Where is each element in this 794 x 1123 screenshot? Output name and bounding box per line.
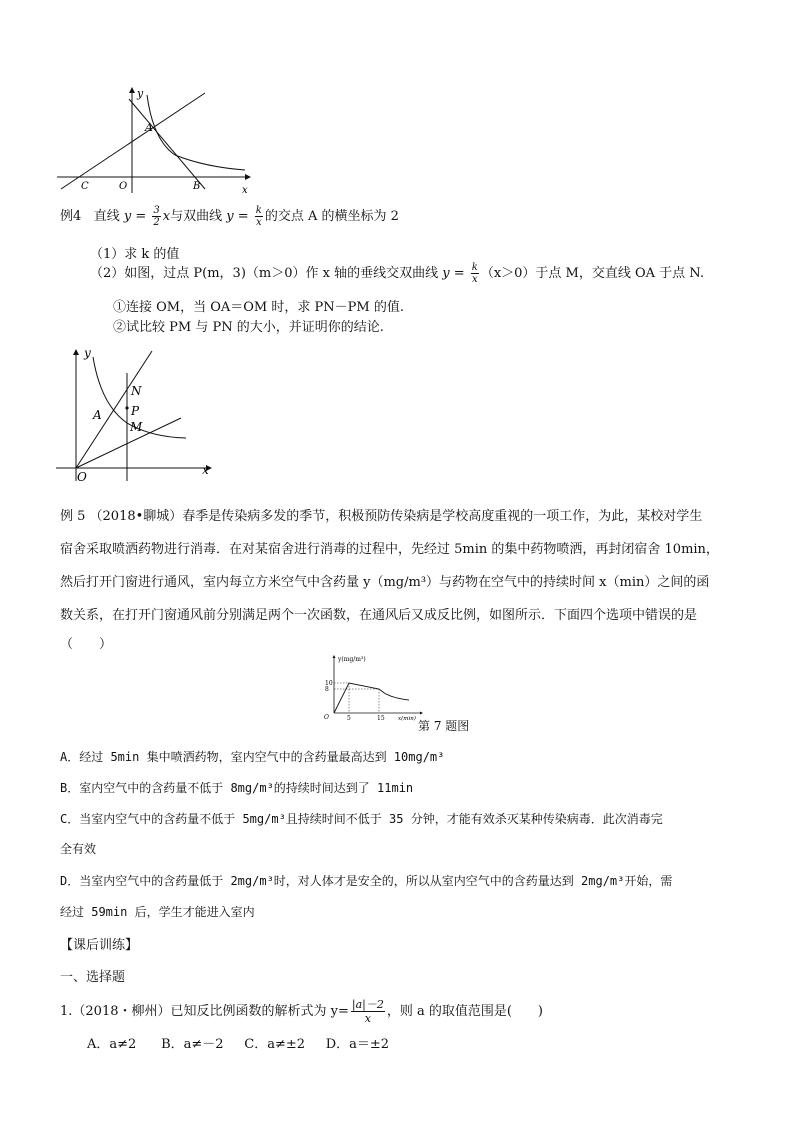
fig1-label-a: A — [145, 121, 153, 134]
ex5-option-d-line-1: D．当室内空气中的含药量低于 2mg/m³时，对人体才是安全的，所以从室内空气中的含药量达到 2mg/m³开始，需 — [60, 874, 673, 888]
practice-question-1: 1.（2018・柳州）已知反比例函数的解析式为 y= $\frac{|a|-2}{x}$ ，则 a 的取值范围是( ) — [60, 998, 543, 1025]
ex4-eq2-fraction: $\frac{k}{x}$ — [255, 205, 262, 228]
ex4-prefix: 例4 — [60, 209, 82, 224]
ex4-subquestion-1: ①连接 OM，当 OA＝OM 时，求 PN－PM 的值. — [113, 300, 404, 315]
chart-caption: 第 7 题图 — [418, 719, 470, 733]
fig2-label-y: y — [84, 346, 91, 360]
ex5-line-3: 然后打开门窗进行通风，室内每立方米空气中含药量 y（mg/m³）与药物在空气中的持续时间 x（min）之间的函 — [60, 575, 710, 590]
chart-ylabel: y(mg/m³) — [338, 656, 366, 663]
option-c[interactable]: C．a≠±2 — [244, 1037, 306, 1052]
fig1-label-o: O — [119, 181, 128, 192]
fig1-label-x: x — [242, 185, 248, 196]
fig2-label-x: x — [202, 463, 209, 477]
chart-origin: O — [324, 714, 329, 721]
chart-y-tick-10: 10 — [325, 680, 333, 687]
chart-y-tick-8: 8 — [325, 686, 329, 693]
chart-xlabel: x(min) — [398, 716, 416, 722]
chart-y-arrow — [333, 655, 336, 658]
ex5-option-c-line-2: 全有效 — [60, 842, 97, 856]
fig2-label-m: M — [130, 420, 143, 434]
ex4-text-3: 的交点 A 的横坐标为 2 — [264, 209, 399, 224]
chart-series-line — [334, 683, 409, 713]
ex4-question-1: （1）求 k 的值 — [90, 247, 180, 262]
ex4-subquestion-2: ②试比较 PM 与 PN 的大小，并证明你的结论. — [113, 320, 384, 335]
option-d[interactable]: D．a＝±2 — [325, 1037, 390, 1052]
ex4-eq1-lhs: y = — [123, 209, 147, 224]
chart-x-arrow — [420, 712, 423, 715]
ex5-line-4: 数关系，在打开门窗通风前分别满足两个一次函数，在通风后又成反比例，如图所示．下面四个选项中错误的是 — [60, 608, 698, 623]
fig2-label-n: N — [131, 384, 142, 398]
ex5-option-d-line-2: 经过 59min 后，学生才能进入室内 — [60, 905, 255, 919]
practice-heading: 【课后训练】 — [60, 938, 139, 953]
ex4-eq1-fraction: $\frac{3}{2}$ — [153, 205, 160, 228]
ex5-option-a: A．经过 5min 集中喷洒药物，室内空气中的含药量最高达到 10mg/m³ — [60, 750, 445, 764]
ex5-line-5: （ ） — [60, 637, 113, 652]
chart-axes — [333, 655, 424, 715]
example-4-statement — [60, 205, 399, 228]
fig2-label-a: A — [93, 408, 102, 422]
figure-line-hyperbola-2 — [56, 343, 226, 483]
ex5-option-c-line-1: C．当室内空气中的含药量不低于 5mg/m³且持续时间不低于 35 分钟，才能有效杀灭某种传染病毒．此次消毒完 — [60, 812, 663, 826]
ex4-question-2: （2）如图，过点 P(m，3)（m＞0）作 x 轴的垂线交双曲线 y = $\frac{k}{x}$ （x＞0）于点 M，交直线 OA 于点 N. — [90, 262, 704, 285]
medicine-concentration-chart — [318, 653, 424, 725]
fig1-label-c: C — [81, 181, 89, 192]
ex5-line-2: 宿舍采取喷洒药物进行消毒．在对某宿舍进行消毒的过程中，先经过 5min 的集中药物喷洒，再封闭宿舍 10min， — [60, 542, 719, 557]
ex4-eq1-rhs: x — [162, 209, 171, 224]
chart-marks — [325, 680, 409, 722]
ex4-text-2: 与双曲线 — [170, 209, 223, 224]
practice-q1-options — [87, 1033, 389, 1052]
ex4-q2-fraction: $\frac{k}{x}$ — [471, 262, 478, 285]
fig1-label-y: y — [137, 87, 144, 100]
fig2-label-p: P — [131, 404, 140, 418]
practice-section: 一、选择题 — [60, 970, 126, 985]
chart-x-tick-15: 15 — [377, 715, 385, 722]
chart-x-tick-5: 5 — [347, 715, 351, 722]
figure-line-hyperbola-1 — [55, 85, 255, 197]
ex4-eq2-lhs: y = — [226, 209, 249, 224]
ex5-option-b: B．室内空气中的含药量不低于 8mg/m³的持续时间达到了 11min — [60, 781, 414, 795]
option-a[interactable]: A．a≠2 — [87, 1037, 137, 1052]
fig2-label-o: O — [77, 470, 87, 483]
fig1-label-b: B — [193, 181, 201, 192]
ex5-line-1: 例 5 （2018•聊城）春季是传染病多发的季节，积极预防传染病是学校高度重视的一项工作，为此，某校对学生 — [60, 509, 703, 524]
ex4-text-1: 直线 — [93, 209, 120, 224]
q1-fraction: $\frac{|a|-2}{x}$ — [351, 998, 384, 1025]
option-b[interactable]: B．a≠－2 — [161, 1037, 224, 1052]
